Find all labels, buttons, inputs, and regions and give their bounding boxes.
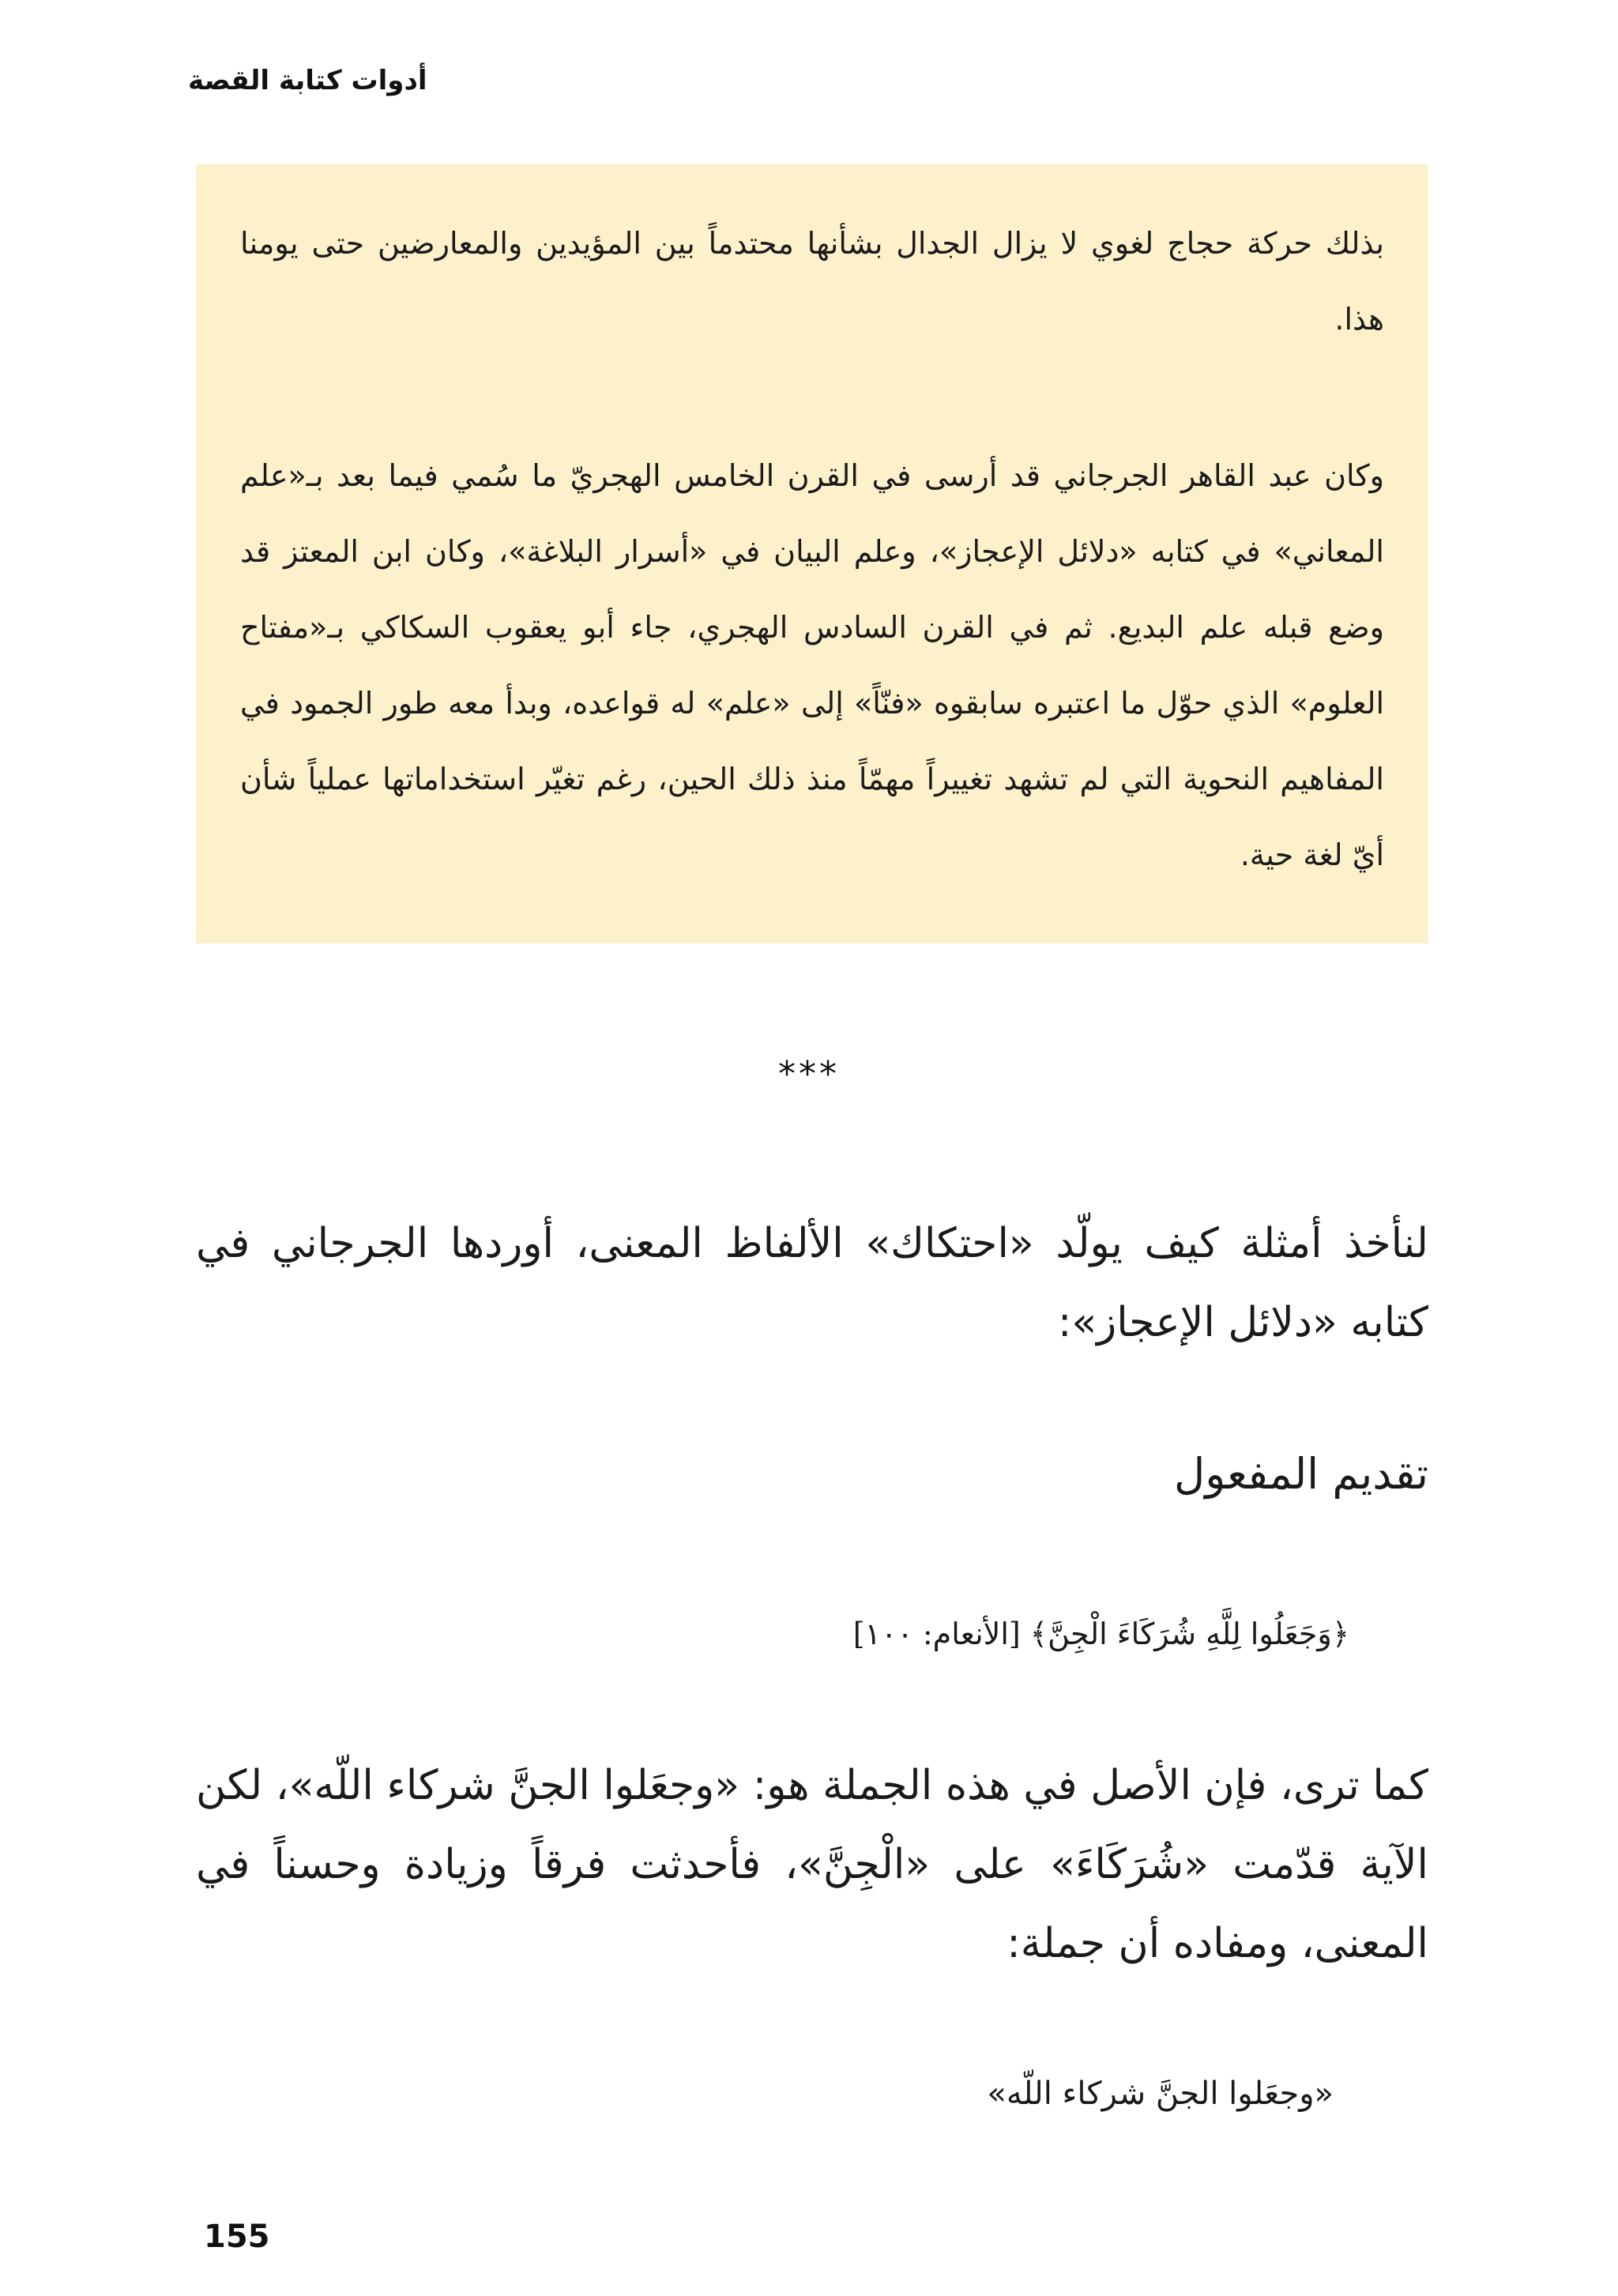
sidebar-paragraph: وكان عبد القاهر الجرجاني قد أرسى في القرن الخامس الهجريّ ما سُمي فيما بعد بـ«علم المعاني» في كتابه «دلائل الإعجاز»، وعلم البيان في «أسرار البلاغة»، وكان ابن المعتز قد وضع قبله علم البديع. ثم في القرن السادس الهجري، جاء أبو يعقوب السكاكي بـ«مفتاح العلوم» الذي حوّل ما اعتبره سابقوه «فنّاً» إلى «علم» له قواعده، وبدأ معه طور الجمود في المفاهيم النحوية التي لم تشهد تغييراً مهمّاً منذ ذلك الحين، رغم تغيّر استخداماتها عملياً شأن أيّ لغة حية. <box>240 458 1384 872</box>
highlighted-sidebar-box <box>196 164 1428 943</box>
sidebar-paragraph: بذلك حركة حجاج لغوي لا يزال الجدال بشأنها محتدماً بين المؤيدين والمعارضين حتى يومنا هذا. <box>240 226 1384 337</box>
section-heading: تقديم المفعول <box>1174 1449 1428 1499</box>
section-separator: *** <box>778 1054 840 1094</box>
running-header-title: أدوات كتابة القصة <box>188 65 427 96</box>
explanation-paragraph: كما ترى، فإن الأصل في هذه الجملة هو: «وجعَلوا الجنَّ شركاء اللّه»، لكن الآية قدّمت «شُرَكَاءَ» على «الْجِنَّ»، فأحدثت فرقاً وزيادة وحسناً في المعنى، ومفاده أن جملة: <box>196 1762 1428 1967</box>
intro-paragraph: لنأخذ أمثلة كيف يولّد «احتكاك» الألفاظ المعنى، أوردها الجرجاني في كتابه «دلائل الإعجاز»: <box>196 1220 1428 1346</box>
example-sentence: «وجعَلوا الجنَّ شركاء اللّه» <box>987 2076 1334 2112</box>
quran-quote: ﴿وَجَعَلُوا لِلَّهِ شُرَكَاءَ الْجِنَّ﴾ [الأنعام: ١٠٠] <box>852 1617 1349 1651</box>
page-number: 155 <box>204 2219 270 2255</box>
